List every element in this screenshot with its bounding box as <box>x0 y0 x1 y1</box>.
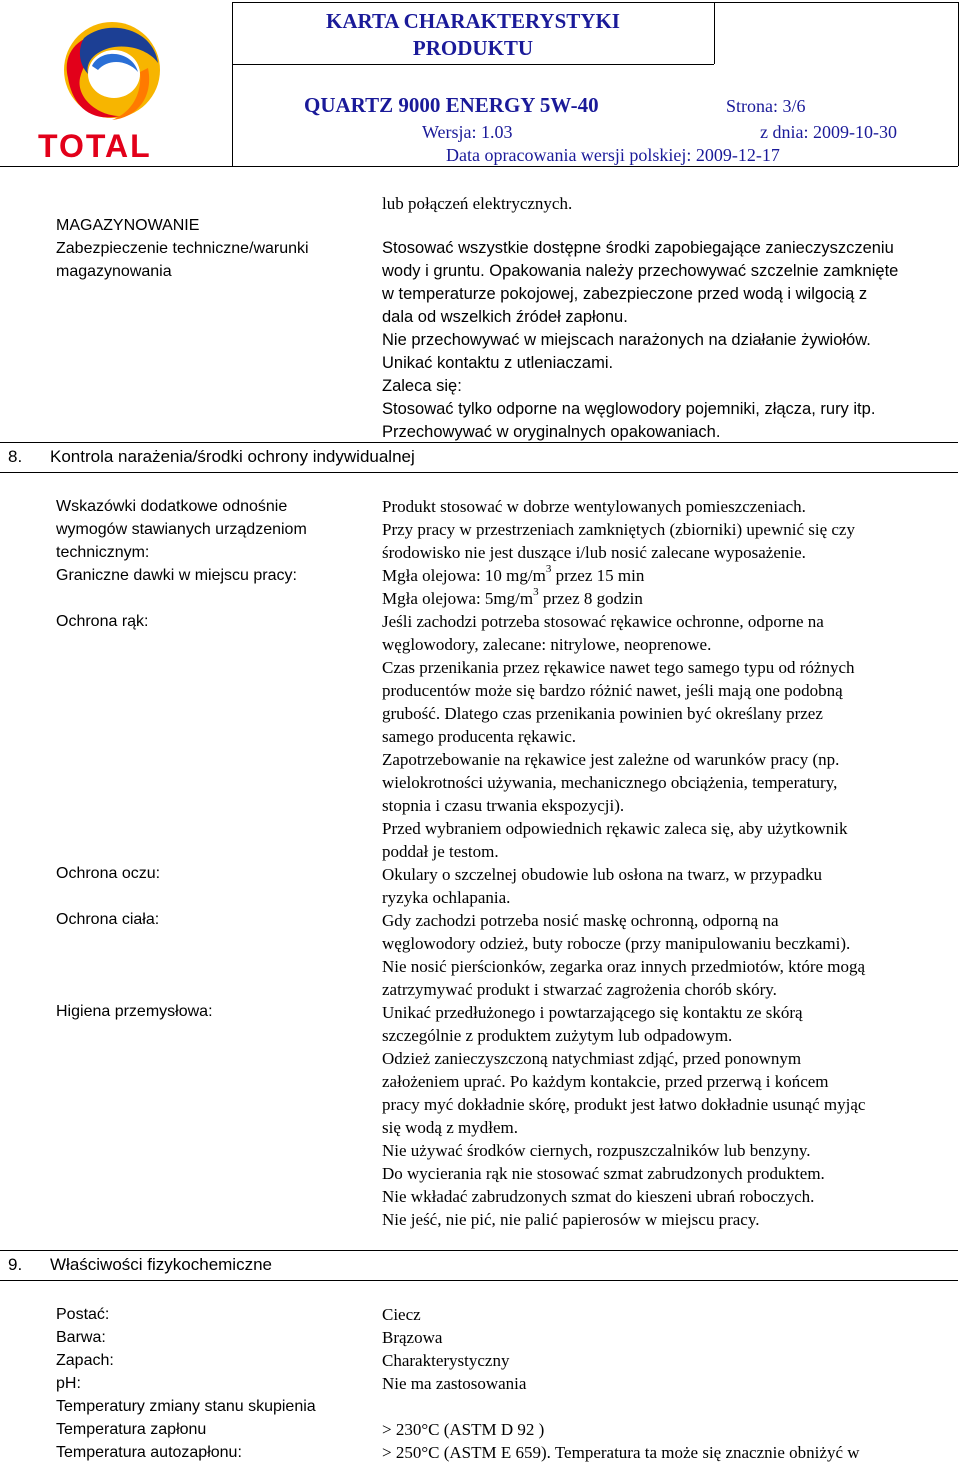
storage-line: dala od wszelkich źródeł zapłonu. <box>382 308 628 326</box>
eye-protection-line: ryzyka ochlapania. <box>382 888 511 907</box>
property-label: pH: <box>56 1375 81 1392</box>
section9-title: Właściwości fizykochemiczne <box>50 1255 272 1274</box>
hand-protection-line: Zapotrzebowanie na rękawice jest zależne od warunków pracy (np. <box>382 750 840 769</box>
property-value: > 250°C (ASTM E 659). Temperatura ta może się znacznie obniżyć w <box>382 1443 860 1462</box>
brand-wordmark: TOTAL <box>38 128 152 164</box>
technical-line: Przy pracy w przestrzeniach zamkniętych (zbiorniki) upewnić się czy <box>382 520 855 539</box>
header-bottom-border <box>0 166 958 167</box>
body-protection-line: węglowodory odzież, buty robocze (przy manipulowaniu beczkami). <box>382 934 851 953</box>
section9-rule-bottom <box>0 1280 958 1281</box>
exposure-limit-2: Mgła olejowa: 5mg/m <box>382 589 534 608</box>
polish-version-date: Data opracowania wersji polskiej: 2009-12-17 <box>446 145 780 165</box>
page-number: Strona: 3/6 <box>726 96 806 116</box>
hygiene-line: założeniem uprać. Po każdym kontakcie, przed przerwą i końcem <box>382 1072 829 1091</box>
storage-line: Przechowywać w oryginalnych opakowaniach. <box>382 423 721 441</box>
section9-labels <box>56 1303 316 1464</box>
storage-line: wody i gruntu. Opakowania należy przechowywać szczelnie zamknięte <box>382 262 899 280</box>
hand-protection-line: Przed wybraniem odpowiednich rękawic zaleca się, aby użytkownik <box>382 819 848 838</box>
property-label: Temperatura autozapłonu: <box>56 1444 242 1461</box>
hand-protection-line: producentów może się bardzo różnić nawet, jeśli mają one podobną <box>382 681 843 700</box>
label-technical-1: Wskazówki dodatkowe odnośnie <box>56 498 288 515</box>
hygiene-line: Nie wkładać zabrudzonych szmat do kieszeni ubrań roboczych. <box>382 1187 815 1206</box>
hygiene-line: szczególnie z produktem zużytym lub odpadowym. <box>382 1026 733 1045</box>
property-label: Barwa: <box>56 1329 106 1346</box>
storage-line: Zaleca się: <box>382 377 462 395</box>
total-logo <box>28 8 188 163</box>
technical-line: środowisko nie jest duszące i/lub nosić zalecane wyposażenie. <box>382 543 806 562</box>
hand-protection-line: Jeśli zachodzi potrzeba stosować rękawice ochronne, odporne na <box>382 612 824 631</box>
property-value: Brązowa <box>382 1328 443 1347</box>
property-value <box>382 1395 860 1418</box>
hand-protection-line: węglowodory, zalecane: nitrylowe, neoprenowe. <box>382 635 712 654</box>
property-value: Ciecz <box>382 1305 421 1324</box>
header-right-border <box>958 2 959 166</box>
property-value: Charakterystyczny <box>382 1351 510 1370</box>
storage-line: Stosować wszystkie dostępne środki zapobiegające zanieczyszczeniu <box>382 239 894 257</box>
hand-protection-line: samego producenta rękawic. <box>382 727 576 746</box>
label-technical-2: wymogów stawianych urządzeniom <box>56 521 307 538</box>
section8-rule-bottom <box>0 472 958 473</box>
hygiene-line: się wodą z mydłem. <box>382 1118 518 1137</box>
storage-label-line1: Zabezpieczenie techniczne/warunki <box>56 240 309 257</box>
property-value: > 230°C (ASTM D 92 ) <box>382 1420 545 1439</box>
eye-protection-line: Okulary o szczelnej obudowie lub osłona na twarz, w przypadku <box>382 865 822 884</box>
hand-protection-line: stopnia i czasu trwania ekspozycji). <box>382 796 625 815</box>
technical-line: Produkt stosować w dobrze wentylowanych pomieszczeniach. <box>382 497 806 516</box>
document-title-line1: KARTA CHARAKTERYSTYKI <box>326 9 620 33</box>
hygiene-line: pracy myć dokładnie skórę, produkt jest łatwo dokładnie usunąć myjąc <box>382 1095 866 1114</box>
exposure-limit-line <box>382 587 865 610</box>
storage-continuation: lub połączeń elektrycznych. <box>382 194 573 213</box>
label-exposure-limits: Graniczne dawki w miejscu pracy: <box>56 567 297 584</box>
section8-number: 8. <box>8 447 23 466</box>
section8-title: Kontrola narażenia/środki ochrony indywidualnej <box>50 447 415 466</box>
property-value: Nie ma zastosowania <box>382 1374 527 1393</box>
label-hand-protection: Ochrona rąk: <box>56 613 149 630</box>
hand-protection-line: grubość. Dlatego czas przenikania powinien być określany przez <box>382 704 823 723</box>
exposure-limit-1-duration: przez 15 min <box>551 566 645 585</box>
section9-values <box>382 1303 860 1464</box>
exposure-limit-2-duration: przez 8 godzin <box>538 589 643 608</box>
cube-superscript: 3 <box>533 586 539 599</box>
label-eye-protection: Ochrona oczu: <box>56 865 161 882</box>
document-title-line2: PRODUKTU <box>412 36 534 60</box>
exposure-limit-line <box>382 564 865 587</box>
hand-protection-line: poddał je testom. <box>382 842 499 861</box>
body-protection-line: Nie nosić pierścionków, zegarka oraz innych przedmiotów, które mogą <box>382 957 866 976</box>
storage-line: Unikać kontaktu z utleniaczami. <box>382 354 614 372</box>
hygiene-line: Unikać przedłużonego i powtarzającego się kontaktu ze skórą <box>382 1003 803 1022</box>
header-inner-divider <box>714 2 715 64</box>
version-date: z dnia: 2009-10-30 <box>760 122 897 142</box>
property-label: Temperatura zapłonu <box>56 1421 207 1438</box>
storage-line: w temperaturze pokojowej, zabezpieczone przed wodą i wilgocią z <box>382 285 868 303</box>
storage-text <box>382 237 898 444</box>
hand-protection-line: Czas przenikania przez rękawice nawet tego samego typu od różnych <box>382 658 855 677</box>
label-body-protection: Ochrona ciała: <box>56 911 160 928</box>
label-hygiene: Higiena przemysłowa: <box>56 1003 213 1020</box>
header-mid-border <box>232 64 714 65</box>
body-protection-line: Gdy zachodzi potrzeba nosić maskę ochronną, odporną na <box>382 911 779 930</box>
header-top-border <box>232 2 958 3</box>
storage-line: Stosować tylko odporne na węglowodory pojemniki, złącza, rury itp. <box>382 400 876 418</box>
property-label: Zapach: <box>56 1352 114 1369</box>
hygiene-line: Odzież zanieczyszczoną natychmiast zdjąć, przed ponownym <box>382 1049 802 1068</box>
version: Wersja: 1.03 <box>422 122 513 142</box>
hygiene-line: Nie używać środków ciernych, rozpuszczalników lub benzyny. <box>382 1141 811 1160</box>
section8-values <box>382 495 865 1231</box>
label-technical-3: technicznym: <box>56 544 150 561</box>
product-name: QUARTZ 9000 ENERGY 5W-40 <box>304 93 599 117</box>
storage-heading: MAGAZYNOWANIE <box>56 217 200 234</box>
hygiene-line: Do wycierania rąk nie stosować szmat zabrudzonych produktem. <box>382 1164 825 1183</box>
hand-protection-line: wielokrotności używania, mechanicznego obciążenia, temperatury, <box>382 773 838 792</box>
storage-line: Nie przechowywać w miejscach narażonych na działanie żywiołów. <box>382 331 871 349</box>
cube-superscript: 3 <box>545 563 552 576</box>
section8-rule-top <box>0 442 958 443</box>
section9-rule-top <box>0 1250 958 1251</box>
exposure-limit-1: Mgła olejowa: 10 mg/m <box>382 566 546 585</box>
hygiene-line: Nie jeść, nie pić, nie palić papierosów w miejscu pracy. <box>382 1210 760 1229</box>
property-label: Temperatury zmiany stanu skupienia <box>56 1398 316 1415</box>
body-protection-line: zatrzymywać produkt i stwarzać zagrożenia chorób skóry. <box>382 980 777 999</box>
document-header <box>0 0 960 168</box>
property-label: Postać: <box>56 1306 110 1323</box>
storage-label-line2: magazynowania <box>56 263 172 280</box>
section9-number: 9. <box>8 1255 23 1274</box>
